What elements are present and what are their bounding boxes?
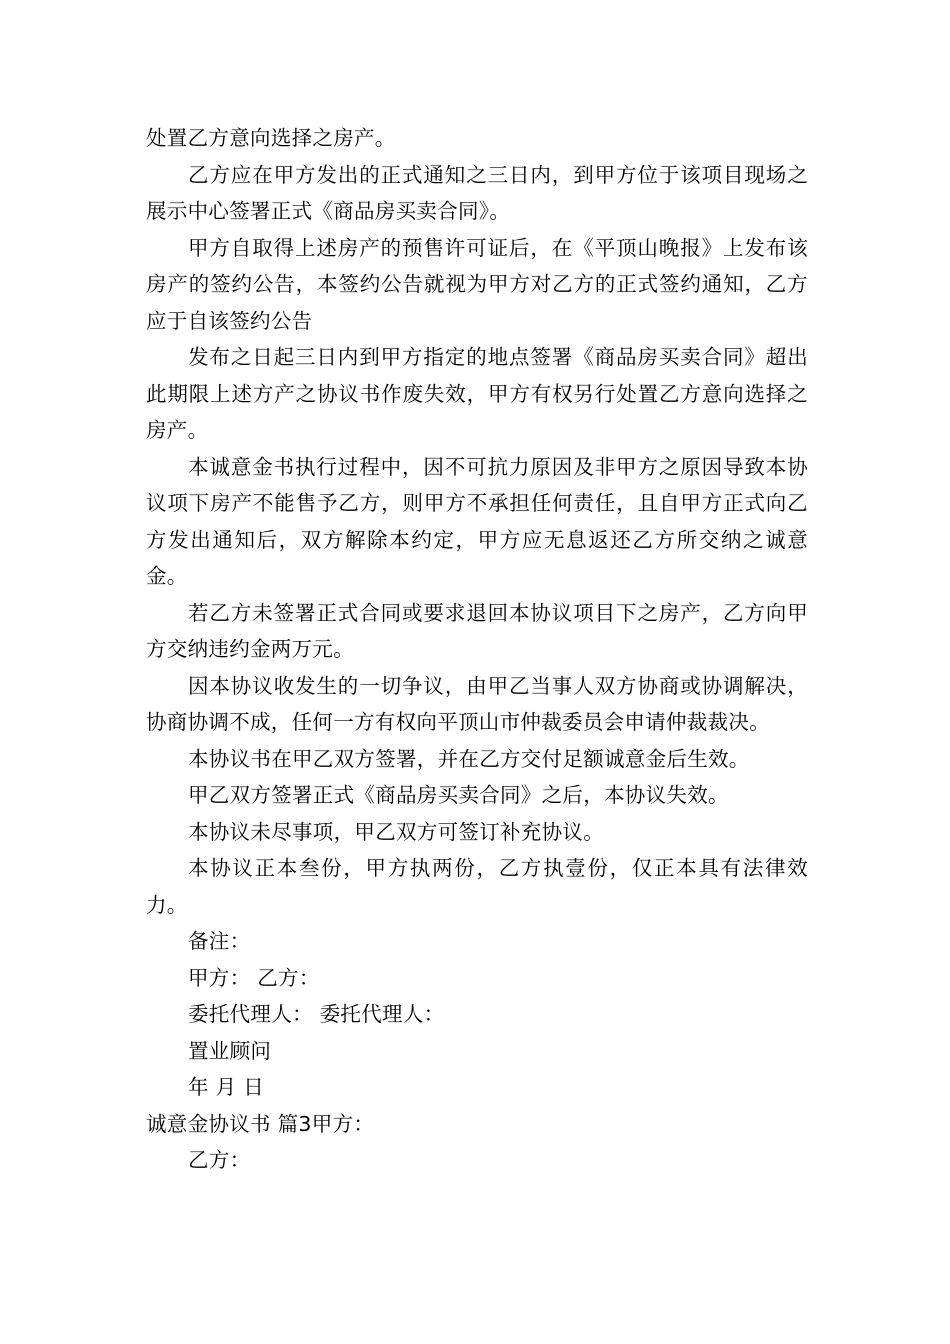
- paragraph: 若乙方未签署正式合同或要求退回本协议项目下之房产，乙方向甲方交纳违约金两万元。: [146, 600, 808, 661]
- party-signature-line: 甲方： 乙方：: [188, 965, 320, 990]
- paragraph: 本协议未尽事项，甲乙双方可签订补充协议。: [188, 819, 604, 844]
- document-body: [146, 120, 808, 1179]
- paragraph: 发布之日起三日内到甲方指定的地点签署《商品房买卖合同》超出此期限上述方产之协议书作废失效，甲方有权另行处置乙方意向选择之房产。: [146, 345, 808, 442]
- remarks-label: 备注：: [188, 929, 251, 953]
- paragraph: 因本协议收发生的一切争议，由甲乙当事人双方协商或协调解决，协商协调不成，任何一方有权向平顶山市仲裁委员会申请仲裁裁决。: [146, 673, 808, 734]
- paragraph: 本协议书在甲乙双方签署，并在乙方交付足额诚意金后生效。: [188, 746, 750, 771]
- party-a-label: 甲方：: [311, 1111, 375, 1136]
- paragraph: 本协议正本叁份，甲方执两份，乙方执壹份，仅正本具有法律效力。: [146, 856, 808, 917]
- party-b-label: 乙方：: [188, 1148, 251, 1172]
- paragraph: 甲方自取得上述房产的预售许可证后，在《平顶山晚报》上发布该房产的签约公告，本签约公告就视为甲方对乙方的正式签约通知，乙方应于自该签约公告: [146, 235, 808, 333]
- paragraph: 甲乙双方签署正式《商品房买卖合同》之后，本协议失效。: [188, 783, 729, 807]
- date-line: 年 月 日: [188, 1075, 265, 1099]
- section-title: 诚意金协议书 篇3: [146, 1111, 312, 1136]
- consultant-line: 置业顾问: [188, 1038, 272, 1063]
- section-heading: [146, 1106, 808, 1143]
- paragraph: 本诚意金书执行过程中，因不可抗力原因及非甲方之原因导致本协议项下房产不能售予乙方，则甲方不承担任何责任，且自甲方正式向乙方发出通知后，双方解除本约定，甲方应无息返还乙方所交纳之诚意金。: [146, 454, 808, 588]
- paragraph: 处置乙方意向选择之房产。: [146, 126, 396, 150]
- agent-signature-line: 委托代理人： 委托代理人：: [188, 1002, 445, 1026]
- paragraph: 乙方应在甲方发出的正式通知之三日内，到甲方位于该项目现场之展示中心签署正式《商品房买卖合同》。: [146, 162, 808, 223]
